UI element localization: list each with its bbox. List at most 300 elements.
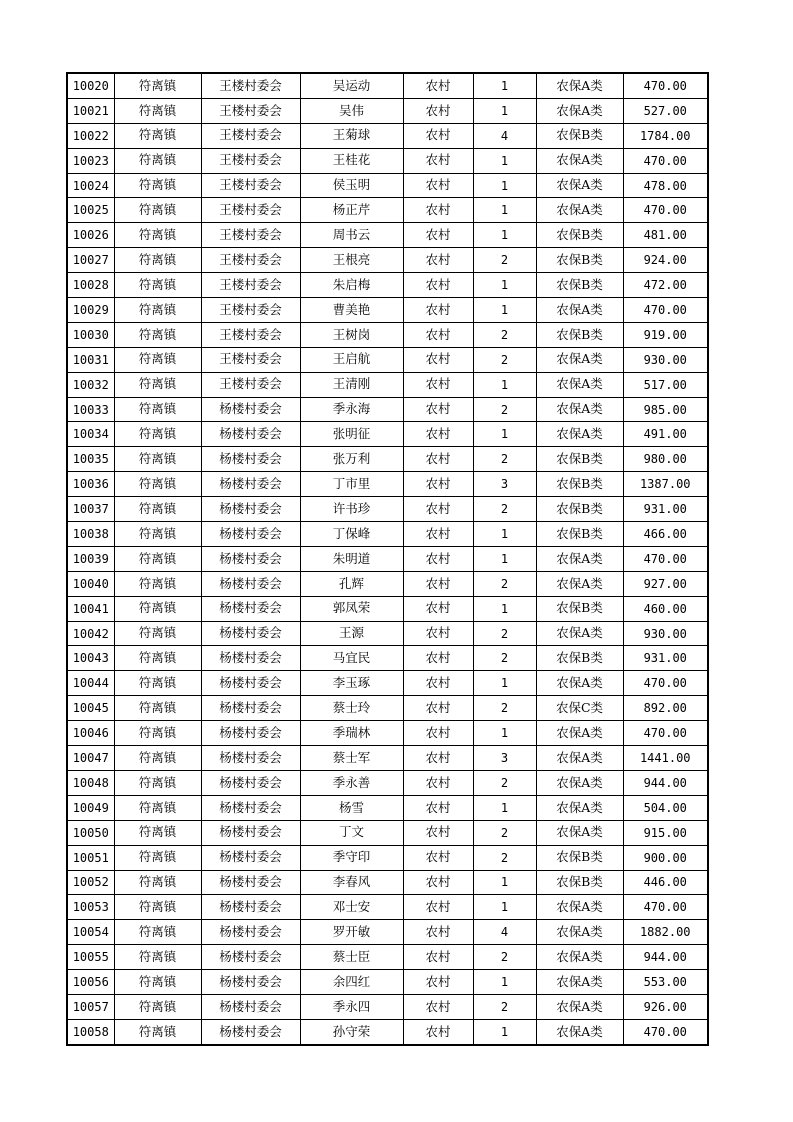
amount-cell: 1387.00 [623, 472, 708, 497]
insurance-category-cell: 农保B类 [536, 870, 623, 895]
insurance-category-cell: 农保A类 [536, 148, 623, 173]
household-type-cell: 农村 [403, 397, 473, 422]
member-count-cell: 1 [473, 970, 536, 995]
amount-cell: 470.00 [623, 671, 708, 696]
village-committee-cell: 王楼村委会 [201, 322, 300, 347]
amount-cell: 930.00 [623, 347, 708, 372]
record-id-cell: 10024 [67, 173, 114, 198]
member-count-cell: 2 [473, 646, 536, 671]
insurance-category-cell: 农保A类 [536, 347, 623, 372]
table-row [67, 970, 708, 995]
name-cell: 马宜民 [300, 646, 403, 671]
member-count-cell: 2 [473, 945, 536, 970]
household-type-cell: 农村 [403, 447, 473, 472]
record-id-cell: 10058 [67, 1019, 114, 1044]
member-count-cell: 4 [473, 920, 536, 945]
insurance-category-cell: 农保B类 [536, 123, 623, 148]
household-type-cell: 农村 [403, 422, 473, 447]
member-count-cell: 1 [473, 1019, 536, 1044]
amount-cell: 470.00 [623, 721, 708, 746]
insurance-category-cell: 农保B类 [536, 646, 623, 671]
member-count-cell: 1 [473, 422, 536, 447]
town-cell: 符离镇 [114, 298, 201, 323]
name-cell: 周书云 [300, 223, 403, 248]
member-count-cell: 2 [473, 347, 536, 372]
member-count-cell: 4 [473, 123, 536, 148]
town-cell: 符离镇 [114, 770, 201, 795]
household-type-cell: 农村 [403, 73, 473, 98]
amount-cell: 926.00 [623, 994, 708, 1019]
village-committee-cell: 杨楼村委会 [201, 497, 300, 522]
record-id-cell: 10041 [67, 596, 114, 621]
record-id-cell: 10053 [67, 895, 114, 920]
town-cell: 符离镇 [114, 73, 201, 98]
household-type-cell: 农村 [403, 994, 473, 1019]
amount-cell: 517.00 [623, 372, 708, 397]
record-id-cell: 10057 [67, 994, 114, 1019]
household-type-cell: 农村 [403, 820, 473, 845]
town-cell: 符离镇 [114, 447, 201, 472]
amount-cell: 900.00 [623, 845, 708, 870]
amount-cell: 446.00 [623, 870, 708, 895]
amount-cell: 470.00 [623, 895, 708, 920]
member-count-cell: 2 [473, 447, 536, 472]
member-count-cell: 1 [473, 198, 536, 223]
amount-cell: 553.00 [623, 970, 708, 995]
village-committee-cell: 杨楼村委会 [201, 546, 300, 571]
table-row [67, 870, 708, 895]
amount-cell: 460.00 [623, 596, 708, 621]
insurance-category-cell: 农保A类 [536, 621, 623, 646]
town-cell: 符离镇 [114, 820, 201, 845]
member-count-cell: 1 [473, 298, 536, 323]
household-type-cell: 农村 [403, 347, 473, 372]
table-row [67, 920, 708, 945]
household-type-cell: 农村 [403, 472, 473, 497]
insurance-category-cell: 农保A类 [536, 372, 623, 397]
village-committee-cell: 王楼村委会 [201, 347, 300, 372]
village-committee-cell: 王楼村委会 [201, 223, 300, 248]
amount-cell: 980.00 [623, 447, 708, 472]
village-committee-cell: 杨楼村委会 [201, 770, 300, 795]
member-count-cell: 1 [473, 273, 536, 298]
record-id-cell: 10048 [67, 770, 114, 795]
town-cell: 符离镇 [114, 795, 201, 820]
insurance-category-cell: 农保B类 [536, 273, 623, 298]
town-cell: 符离镇 [114, 347, 201, 372]
household-type-cell: 农村 [403, 497, 473, 522]
member-count-cell: 1 [473, 721, 536, 746]
name-cell: 李玉琢 [300, 671, 403, 696]
town-cell: 符离镇 [114, 994, 201, 1019]
name-cell: 邓士安 [300, 895, 403, 920]
household-type-cell: 农村 [403, 945, 473, 970]
member-count-cell: 2 [473, 994, 536, 1019]
table-row [67, 123, 708, 148]
town-cell: 符离镇 [114, 696, 201, 721]
amount-cell: 504.00 [623, 795, 708, 820]
member-count-cell: 2 [473, 322, 536, 347]
village-committee-cell: 杨楼村委会 [201, 994, 300, 1019]
table-row [67, 273, 708, 298]
amount-cell: 930.00 [623, 621, 708, 646]
household-type-cell: 农村 [403, 248, 473, 273]
record-id-cell: 10046 [67, 721, 114, 746]
name-cell: 季永四 [300, 994, 403, 1019]
household-type-cell: 农村 [403, 198, 473, 223]
member-count-cell: 3 [473, 746, 536, 771]
village-committee-cell: 杨楼村委会 [201, 397, 300, 422]
amount-cell: 527.00 [623, 98, 708, 123]
household-type-cell: 农村 [403, 721, 473, 746]
table-row [67, 895, 708, 920]
amount-cell: 470.00 [623, 298, 708, 323]
town-cell: 符离镇 [114, 397, 201, 422]
record-id-cell: 10021 [67, 98, 114, 123]
name-cell: 季永善 [300, 770, 403, 795]
insurance-category-cell: 农保B类 [536, 596, 623, 621]
table-row [67, 148, 708, 173]
name-cell: 吴伟 [300, 98, 403, 123]
town-cell: 符离镇 [114, 248, 201, 273]
member-count-cell: 2 [473, 770, 536, 795]
amount-cell: 470.00 [623, 1019, 708, 1044]
name-cell: 蔡士臣 [300, 945, 403, 970]
village-committee-cell: 杨楼村委会 [201, 870, 300, 895]
amount-cell: 481.00 [623, 223, 708, 248]
town-cell: 符离镇 [114, 148, 201, 173]
table-row [67, 994, 708, 1019]
town-cell: 符离镇 [114, 372, 201, 397]
insurance-category-cell: 农保B类 [536, 322, 623, 347]
insurance-category-cell: 农保B类 [536, 447, 623, 472]
insurance-category-cell: 农保A类 [536, 173, 623, 198]
member-count-cell: 1 [473, 173, 536, 198]
name-cell: 侯玉明 [300, 173, 403, 198]
town-cell: 符离镇 [114, 596, 201, 621]
record-id-cell: 10052 [67, 870, 114, 895]
record-id-cell: 10042 [67, 621, 114, 646]
record-id-cell: 10049 [67, 795, 114, 820]
town-cell: 符离镇 [114, 422, 201, 447]
member-count-cell: 1 [473, 98, 536, 123]
member-count-cell: 3 [473, 472, 536, 497]
household-type-cell: 农村 [403, 522, 473, 547]
record-id-cell: 10027 [67, 248, 114, 273]
town-cell: 符离镇 [114, 945, 201, 970]
record-id-cell: 10026 [67, 223, 114, 248]
table-row [67, 347, 708, 372]
insurance-category-cell: 农保A类 [536, 73, 623, 98]
town-cell: 符离镇 [114, 1019, 201, 1044]
household-type-cell: 农村 [403, 671, 473, 696]
amount-cell: 927.00 [623, 571, 708, 596]
table-row [67, 472, 708, 497]
table-row [67, 497, 708, 522]
name-cell: 朱明道 [300, 546, 403, 571]
household-type-cell: 农村 [403, 646, 473, 671]
household-type-cell: 农村 [403, 621, 473, 646]
village-committee-cell: 杨楼村委会 [201, 820, 300, 845]
insurance-category-cell: 农保B类 [536, 472, 623, 497]
town-cell: 符离镇 [114, 273, 201, 298]
town-cell: 符离镇 [114, 98, 201, 123]
town-cell: 符离镇 [114, 671, 201, 696]
village-committee-cell: 杨楼村委会 [201, 945, 300, 970]
amount-cell: 924.00 [623, 248, 708, 273]
table-row [67, 845, 708, 870]
name-cell: 罗开敏 [300, 920, 403, 945]
insurance-category-cell: 农保A类 [536, 721, 623, 746]
town-cell: 符离镇 [114, 472, 201, 497]
village-committee-cell: 杨楼村委会 [201, 671, 300, 696]
record-id-cell: 10035 [67, 447, 114, 472]
name-cell: 王启航 [300, 347, 403, 372]
village-committee-cell: 王楼村委会 [201, 298, 300, 323]
village-committee-cell: 王楼村委会 [201, 372, 300, 397]
member-count-cell: 2 [473, 248, 536, 273]
record-id-cell: 10029 [67, 298, 114, 323]
household-type-cell: 农村 [403, 596, 473, 621]
amount-cell: 1784.00 [623, 123, 708, 148]
table-row [67, 746, 708, 771]
record-id-cell: 10030 [67, 322, 114, 347]
table-row [67, 397, 708, 422]
town-cell: 符离镇 [114, 198, 201, 223]
member-count-cell: 1 [473, 73, 536, 98]
record-id-cell: 10028 [67, 273, 114, 298]
name-cell: 丁市里 [300, 472, 403, 497]
insurance-category-cell: 农保A类 [536, 198, 623, 223]
village-committee-cell: 杨楼村委会 [201, 721, 300, 746]
name-cell: 张万利 [300, 447, 403, 472]
member-count-cell: 1 [473, 546, 536, 571]
name-cell: 曹美艳 [300, 298, 403, 323]
record-id-cell: 10020 [67, 73, 114, 98]
name-cell: 郭凤荣 [300, 596, 403, 621]
amount-cell: 1882.00 [623, 920, 708, 945]
name-cell: 蔡士军 [300, 746, 403, 771]
household-type-cell: 农村 [403, 1019, 473, 1044]
amount-cell: 466.00 [623, 522, 708, 547]
name-cell: 许书珍 [300, 497, 403, 522]
name-cell: 蔡士玲 [300, 696, 403, 721]
household-type-cell: 农村 [403, 223, 473, 248]
name-cell: 孙守荣 [300, 1019, 403, 1044]
table-row [67, 721, 708, 746]
name-cell: 丁文 [300, 820, 403, 845]
record-id-cell: 10031 [67, 347, 114, 372]
village-committee-cell: 杨楼村委会 [201, 845, 300, 870]
village-committee-cell: 杨楼村委会 [201, 472, 300, 497]
name-cell: 王清刚 [300, 372, 403, 397]
village-committee-cell: 杨楼村委会 [201, 596, 300, 621]
name-cell: 杨正芹 [300, 198, 403, 223]
amount-cell: 931.00 [623, 646, 708, 671]
table-row [67, 198, 708, 223]
member-count-cell: 1 [473, 223, 536, 248]
insurance-category-cell: 农保C类 [536, 696, 623, 721]
village-committee-cell: 杨楼村委会 [201, 646, 300, 671]
record-id-cell: 10045 [67, 696, 114, 721]
village-committee-cell: 杨楼村委会 [201, 447, 300, 472]
village-committee-cell: 王楼村委会 [201, 148, 300, 173]
household-type-cell: 农村 [403, 273, 473, 298]
record-id-cell: 10036 [67, 472, 114, 497]
table-row [67, 621, 708, 646]
member-count-cell: 2 [473, 696, 536, 721]
table-row [67, 646, 708, 671]
village-committee-cell: 杨楼村委会 [201, 522, 300, 547]
insurance-category-cell: 农保A类 [536, 397, 623, 422]
record-id-cell: 10056 [67, 970, 114, 995]
household-type-cell: 农村 [403, 322, 473, 347]
record-id-cell: 10055 [67, 945, 114, 970]
table-body [67, 73, 708, 1045]
household-type-cell: 农村 [403, 696, 473, 721]
insurance-category-cell: 农保A类 [536, 895, 623, 920]
member-count-cell: 2 [473, 497, 536, 522]
record-id-cell: 10050 [67, 820, 114, 845]
table-row [67, 223, 708, 248]
name-cell: 吴运动 [300, 73, 403, 98]
insurance-category-cell: 农保A类 [536, 546, 623, 571]
village-committee-cell: 杨楼村委会 [201, 696, 300, 721]
town-cell: 符离镇 [114, 497, 201, 522]
insurance-category-cell: 农保A类 [536, 820, 623, 845]
insurance-category-cell: 农保A类 [536, 746, 623, 771]
name-cell: 李春风 [300, 870, 403, 895]
amount-cell: 478.00 [623, 173, 708, 198]
amount-cell: 470.00 [623, 73, 708, 98]
insurance-category-cell: 农保B类 [536, 223, 623, 248]
record-id-cell: 10054 [67, 920, 114, 945]
insurance-category-cell: 农保A类 [536, 298, 623, 323]
member-count-cell: 1 [473, 596, 536, 621]
household-type-cell: 农村 [403, 795, 473, 820]
village-committee-cell: 杨楼村委会 [201, 795, 300, 820]
record-id-cell: 10034 [67, 422, 114, 447]
household-type-cell: 农村 [403, 746, 473, 771]
town-cell: 符离镇 [114, 173, 201, 198]
town-cell: 符离镇 [114, 571, 201, 596]
insurance-category-cell: 农保A类 [536, 571, 623, 596]
town-cell: 符离镇 [114, 546, 201, 571]
name-cell: 朱启梅 [300, 273, 403, 298]
amount-cell: 1441.00 [623, 746, 708, 771]
table-row [67, 173, 708, 198]
record-id-cell: 10039 [67, 546, 114, 571]
insurance-category-cell: 农保A类 [536, 994, 623, 1019]
village-committee-cell: 王楼村委会 [201, 248, 300, 273]
town-cell: 符离镇 [114, 621, 201, 646]
town-cell: 符离镇 [114, 895, 201, 920]
table-row [67, 770, 708, 795]
member-count-cell: 2 [473, 621, 536, 646]
benefit-roster-table [66, 72, 709, 1046]
town-cell: 符离镇 [114, 721, 201, 746]
insurance-category-cell: 农保A类 [536, 770, 623, 795]
town-cell: 符离镇 [114, 920, 201, 945]
table-row [67, 820, 708, 845]
village-committee-cell: 杨楼村委会 [201, 920, 300, 945]
record-id-cell: 10022 [67, 123, 114, 148]
record-id-cell: 10047 [67, 746, 114, 771]
insurance-category-cell: 农保A类 [536, 671, 623, 696]
member-count-cell: 1 [473, 148, 536, 173]
member-count-cell: 1 [473, 795, 536, 820]
household-type-cell: 农村 [403, 298, 473, 323]
record-id-cell: 10051 [67, 845, 114, 870]
village-committee-cell: 王楼村委会 [201, 123, 300, 148]
name-cell: 张明征 [300, 422, 403, 447]
household-type-cell: 农村 [403, 98, 473, 123]
amount-cell: 470.00 [623, 198, 708, 223]
insurance-category-cell: 农保A类 [536, 920, 623, 945]
household-type-cell: 农村 [403, 546, 473, 571]
amount-cell: 470.00 [623, 148, 708, 173]
record-id-cell: 10025 [67, 198, 114, 223]
village-committee-cell: 杨楼村委会 [201, 422, 300, 447]
table-row [67, 571, 708, 596]
insurance-category-cell: 农保B类 [536, 522, 623, 547]
name-cell: 王树岗 [300, 322, 403, 347]
table-row [67, 546, 708, 571]
amount-cell: 985.00 [623, 397, 708, 422]
name-cell: 季守印 [300, 845, 403, 870]
town-cell: 符离镇 [114, 845, 201, 870]
record-id-cell: 10033 [67, 397, 114, 422]
table-row [67, 298, 708, 323]
member-count-cell: 1 [473, 895, 536, 920]
town-cell: 符离镇 [114, 123, 201, 148]
village-committee-cell: 杨楼村委会 [201, 895, 300, 920]
town-cell: 符离镇 [114, 970, 201, 995]
amount-cell: 491.00 [623, 422, 708, 447]
household-type-cell: 农村 [403, 920, 473, 945]
member-count-cell: 1 [473, 671, 536, 696]
village-committee-cell: 王楼村委会 [201, 198, 300, 223]
member-count-cell: 2 [473, 820, 536, 845]
town-cell: 符离镇 [114, 870, 201, 895]
record-id-cell: 10023 [67, 148, 114, 173]
village-committee-cell: 杨楼村委会 [201, 621, 300, 646]
amount-cell: 931.00 [623, 497, 708, 522]
village-committee-cell: 王楼村委会 [201, 273, 300, 298]
insurance-category-cell: 农保B类 [536, 845, 623, 870]
village-committee-cell: 杨楼村委会 [201, 1019, 300, 1044]
table-row [67, 671, 708, 696]
insurance-category-cell: 农保A类 [536, 1019, 623, 1044]
member-count-cell: 2 [473, 397, 536, 422]
insurance-category-cell: 农保B类 [536, 497, 623, 522]
town-cell: 符离镇 [114, 322, 201, 347]
table-row [67, 795, 708, 820]
table-row [67, 73, 708, 98]
household-type-cell: 农村 [403, 870, 473, 895]
name-cell: 丁保峰 [300, 522, 403, 547]
village-committee-cell: 杨楼村委会 [201, 970, 300, 995]
insurance-category-cell: 农保A类 [536, 945, 623, 970]
name-cell: 季永海 [300, 397, 403, 422]
village-committee-cell: 王楼村委会 [201, 73, 300, 98]
name-cell: 王源 [300, 621, 403, 646]
household-type-cell: 农村 [403, 173, 473, 198]
household-type-cell: 农村 [403, 845, 473, 870]
insurance-category-cell: 农保A类 [536, 98, 623, 123]
name-cell: 王桂花 [300, 148, 403, 173]
household-type-cell: 农村 [403, 123, 473, 148]
